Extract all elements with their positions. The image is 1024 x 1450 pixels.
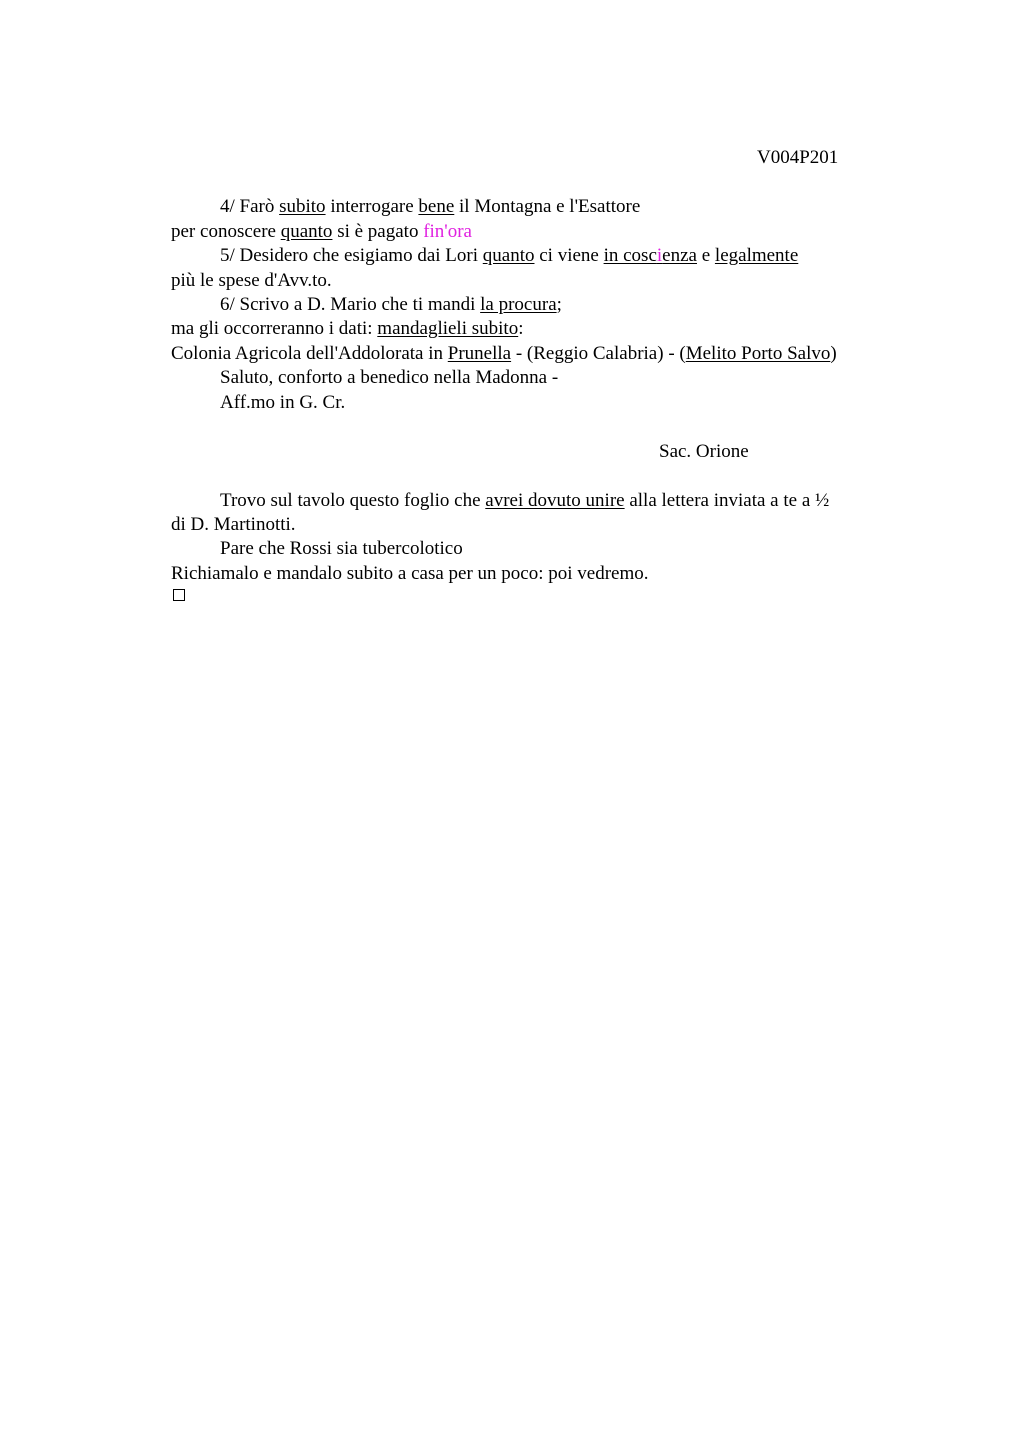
- postscript-line: [220, 489, 829, 513]
- item-4-cont-mid: si è pagato: [332, 221, 424, 242]
- coscienza-part-c: enza: [662, 245, 697, 266]
- address-line: [171, 342, 837, 366]
- item-6-lead: 6/ Scrivo a D. Mario che ti mandi: [220, 294, 481, 315]
- postscript-tail: alla lettera inviata a te a ½: [624, 490, 830, 511]
- underlined-melito-porto-salvo: Melito Porto Salvo: [685, 343, 831, 364]
- greeting-line: Saluto, conforto a benedico nella Madonna -: [220, 367, 559, 388]
- closing-line: Aff.mo in G. Cr.: [220, 392, 346, 413]
- empty-checkbox-icon: [173, 589, 185, 601]
- address-mid: - (Reggio Calabria) - (: [511, 343, 686, 364]
- underlined-quanto: quanto: [280, 221, 333, 242]
- item-5-and: e: [696, 245, 715, 266]
- underlined-prunella: Prunella: [447, 343, 512, 364]
- highlighted-finora: fin'ora: [423, 221, 472, 242]
- postscript-line-2: Pare che Rossi sia tubercolotico: [220, 538, 463, 559]
- postscript-lead: Trovo sul tavolo questo foglio che: [220, 490, 486, 511]
- item-6-cont-lead: ma gli occorreranno i dati:: [171, 318, 378, 339]
- signature: Sac. Orione: [659, 441, 749, 462]
- item-6-tail: ;: [556, 294, 562, 315]
- underlined-bene: bene: [418, 196, 455, 217]
- item-4-continuation: [171, 220, 472, 244]
- underlined-quanto-2: quanto: [482, 245, 535, 266]
- item-5-mid: ci viene: [534, 245, 604, 266]
- coscienza-part-a: in cosc: [603, 245, 657, 266]
- item-5-continuation: più le spese d'Avv.to.: [171, 270, 332, 291]
- underlined-mandaglieli-subito: mandaglieli subito: [377, 318, 519, 339]
- underlined-avrei-dovuto-unire: avrei dovuto unire: [485, 490, 625, 511]
- underlined-legalmente: legalmente: [714, 245, 799, 266]
- postscript-line-3: Richiamalo e mandalo subito a casa per un poco: poi vedremo.: [171, 563, 649, 584]
- coscienza-highlight: i: [656, 245, 663, 266]
- page-id: V004P201: [757, 147, 839, 168]
- address-tail: ): [830, 343, 837, 364]
- item-6-cont-tail: :: [518, 318, 524, 339]
- item-4-cont-lead: per conoscere: [171, 221, 281, 242]
- item-5-line: [220, 244, 798, 268]
- item-4-lead: 4/ Farò: [220, 196, 280, 217]
- item-6-line: [220, 293, 562, 317]
- item-6-continuation: [171, 317, 523, 341]
- address-lead: Colonia Agricola dell'Addolorata in: [171, 343, 448, 364]
- underlined-in-coscienza: [604, 245, 697, 266]
- postscript-continuation: di D. Martinotti.: [171, 514, 296, 535]
- item-4-tail: il Montagna e l'Esattore: [454, 196, 641, 217]
- item-5-lead: 5/ Desidero che esigiamo dai Lori: [220, 245, 483, 266]
- underlined-subito: subito: [279, 196, 326, 217]
- item-4-mid: interrogare: [325, 196, 419, 217]
- underlined-la-procura: la procura: [480, 294, 557, 315]
- item-4-line: [220, 195, 640, 219]
